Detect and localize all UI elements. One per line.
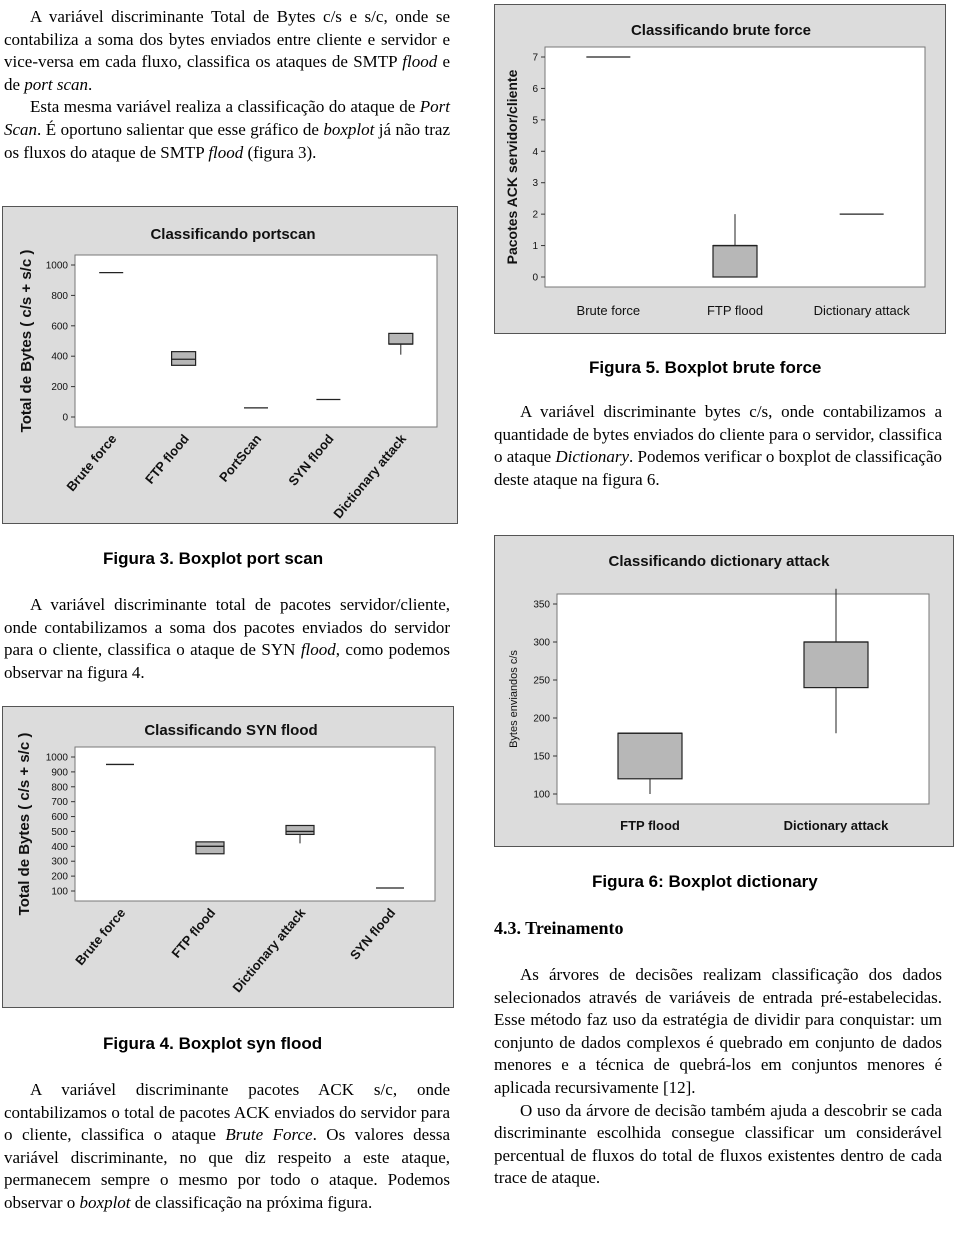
x-tick-label: Brute force [576,303,641,318]
paragraph-1: A variável discriminante Total de Bytes c/s e s/c, onde se contabiliza a soma dos bytes enviados entre cliente e servidor e vice-versa em cada fluxo, classifica os ataques de SMTP flood e de port scan. Esta mesma variável realiza a classificação do ataque de Port Scan. É oportuno salientar que esse gráfico de boxplot já não traz os fluxos do ataque de SMTP flood (figura 3). [4,7,450,162]
figure-5-boxplot [494,4,946,334]
fig4-svg [3,707,453,1007]
y-tick-label: 1000 [45,260,68,272]
y-tick-label: 200 [51,871,68,883]
paragraph-5: As árvores de decisões realizam classificação dos dados selecionados através de variáveis de entrada pré-estabelecidas. Esse método faz uso da estratégia de dividir para conquistar: um conjunto de dados complexos é quebrado em conjunto de dados menores e a técnica de quebrá-los em conjuntos menores é aplicada recursivamente [12]. O uso da árvore de decisão também ajuda a descobrir se cada discriminante escolhida consegue classificar um considerável percentual de fluxos do total de fluxos existentes dentro de cada trace de ataque. [494,965,942,1188]
figure-3-boxplot [2,206,458,524]
section-heading: 4.3. Treinamento [494,918,624,938]
box [713,246,757,277]
y-tick-label: 300 [533,637,550,649]
x-tick-label: Dictionary attack [330,431,410,522]
y-tick-label: 7 [532,52,538,64]
x-tick-label: SYN flood [346,905,399,963]
y-tick-label: 350 [533,599,550,611]
fig5-svg [495,5,945,333]
y-tick-label: 1 [532,241,538,253]
y-tick-label: 700 [51,797,68,809]
figure-4-caption: Figura 4. Boxplot syn flood [103,1034,323,1053]
y-tick-label: 4 [532,146,538,158]
plot-area [75,747,435,901]
x-tick-label: SYN flood [285,431,337,489]
x-tick-label: Brute force [72,905,129,969]
y-tick-label: 0 [532,272,538,284]
y-tick-label: 3 [532,178,538,190]
x-tick-label: FTP flood [706,303,764,318]
y-tick-label: 250 [533,675,550,687]
box [389,333,413,344]
y-tick-label: 6 [532,83,538,95]
y-tick-label: 100 [533,789,550,801]
y-tick-label: 400 [51,841,68,853]
chart-title: Classificando portscan [150,226,316,243]
paragraph-2: A variável discriminante total de pacotes servidor/cliente, onde contabilizamos a soma dos pacotes enviados do servidor para o cliente, classifica o ataque de SYN flood, como podemos observar na figura 4. [4,595,451,682]
y-axis-label: Total de Bytes ( c/s + s/c ) [18,249,35,433]
x-tick-label: FTP flood [168,905,219,961]
y-tick-label: 900 [51,767,68,779]
y-tick-label: 150 [533,751,550,763]
x-tick-label: FTP flood [142,431,192,487]
y-tick-label: 300 [51,856,68,868]
chart-title: Classificando brute force [630,22,812,39]
y-tick-label: 600 [51,812,68,824]
y-tick-label: 500 [51,826,68,838]
paragraph-3: A variável discriminante pacotes ACK s/c, onde contabilizamos o total de pacotes ACK enviados do servidor para o cliente, classifica o ataque Brute Force. Os valores dessa variável discriminante, no que diz respeito a este ataque, permanecem sempre o mesmo por todo o ataque. Podemos observar o boxplot de classificação na próxima figura. [4,1080,450,1212]
x-tick-label: Dictionary attack [229,905,309,996]
chart-title: Classificando dictionary attack [608,553,830,570]
box [804,642,868,688]
paragraph-4: A variável discriminante bytes c/s, onde contabilizamos a quantidade de bytes enviados do cliente para o servidor, classifica o ataque Dictionary. Podemos verificar o boxplot de classificação deste ataque na figura 6. [494,402,942,489]
y-tick-label: 400 [51,351,68,363]
fig6-svg [495,536,953,846]
y-tick-label: 0 [62,412,68,424]
y-tick-label: 1000 [45,752,68,764]
y-tick-label: 5 [532,115,538,127]
figure-3-caption: Figura 3. Boxplot port scan [103,549,324,568]
y-tick-label: 600 [51,321,68,333]
chart-title: Classificando SYN flood [144,722,318,739]
x-tick-label: FTP flood [620,818,680,833]
box [286,825,314,834]
x-tick-label: Brute force [63,431,120,495]
box [172,352,196,366]
y-tick-label: 100 [51,886,68,898]
x-tick-label: Dictionary attack [783,818,889,833]
y-axis-label: Total de Bytes ( c/s + s/c ) [16,732,33,916]
figure-6-boxplot [494,535,954,847]
y-tick-label: 2 [532,209,538,221]
y-axis-label: Bytes enviandos c/s [508,650,520,748]
x-tick-label: PortScan [216,431,265,485]
y-tick-label: 800 [51,290,68,302]
y-tick-label: 800 [51,782,68,794]
fig3-svg [3,207,457,523]
y-axis-label: Pacotes ACK servidor/cliente [504,69,520,265]
figure-5-caption: Figura 5. Boxplot brute force [589,358,822,377]
plot-area [75,255,437,427]
figure-4-boxplot [2,706,454,1008]
x-tick-label: Dictionary attack [813,303,910,318]
y-tick-label: 200 [51,382,68,394]
figure-6-caption: Figura 6: Boxplot dictionary [592,872,818,891]
box [618,733,682,779]
box [196,842,224,854]
plot-area [557,594,929,804]
y-tick-label: 200 [533,713,550,725]
